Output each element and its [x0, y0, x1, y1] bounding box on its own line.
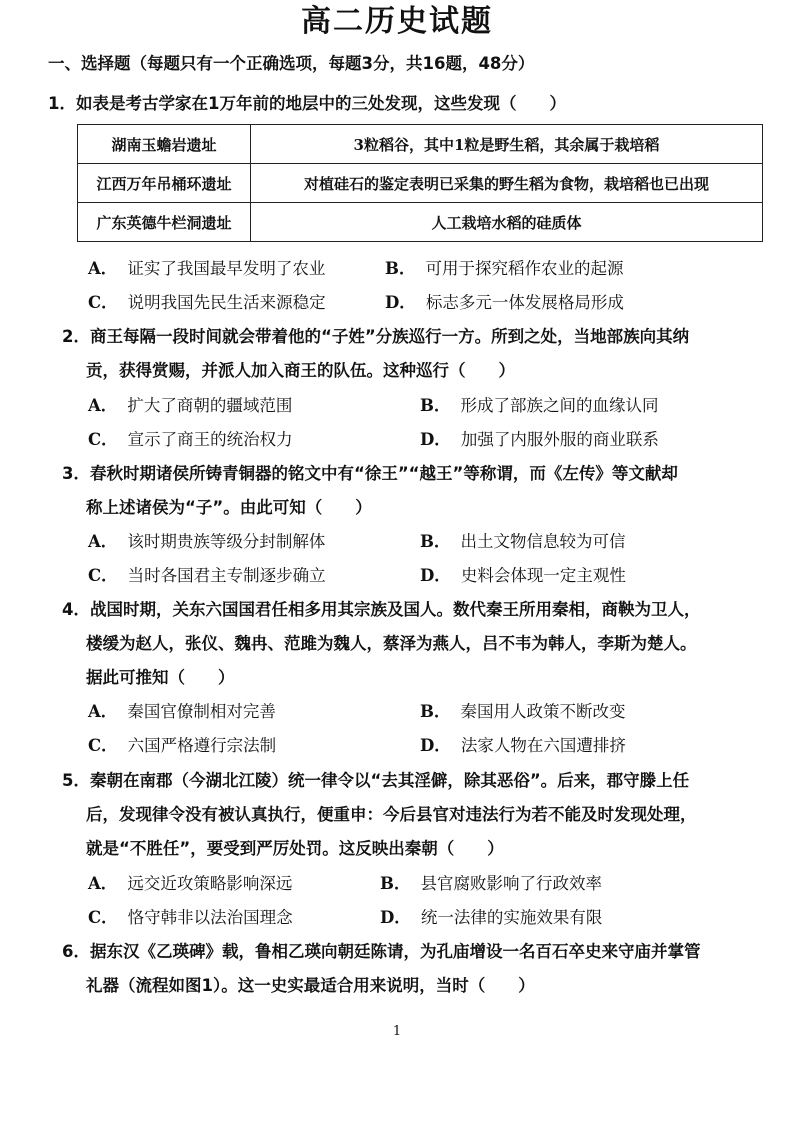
question-6-text: 据东汉《乙瑛碑》载，鲁相乙瑛向朝廷陈请，为孔庙增设一名百石卒史来守庙并掌管 — [89, 942, 701, 961]
option-text: 秦国官僚制相对完善 — [127, 702, 276, 721]
question-4-stem-line-1 — [62, 598, 700, 622]
table-cell-desc: 3粒稻谷，其中1粒是野生稻，其余属于栽培稻 — [251, 125, 763, 164]
option-text: 远交近攻策略影响深远 — [127, 874, 293, 893]
option-letter: B． — [420, 702, 451, 721]
question-3-option-d[interactable] — [420, 564, 626, 588]
page-title: 高二历史试题 — [301, 4, 493, 39]
question-1-option-c[interactable] — [88, 291, 326, 315]
table-cell-site: 广东英德牛栏洞遗址 — [78, 203, 251, 242]
option-text: 恪守韩非以法治国理念 — [127, 908, 293, 927]
option-text: 形成了部族之间的血缘认同 — [460, 396, 659, 415]
question-1-option-b[interactable] — [385, 257, 623, 281]
question-2-option-b[interactable] — [420, 394, 658, 418]
option-letter: A． — [88, 259, 118, 278]
question-4-option-b[interactable] — [420, 700, 625, 724]
option-text: 史料会体现一定主观性 — [460, 566, 626, 585]
option-letter: A． — [88, 874, 118, 893]
option-text: 证实了我国最早发明了农业 — [127, 259, 326, 278]
question-5-option-a[interactable] — [88, 872, 292, 896]
option-letter: B． — [380, 874, 411, 893]
option-text: 当时各国君主专制逐步确立 — [127, 566, 326, 585]
option-text: 法家人物在六国遭排挤 — [460, 736, 626, 755]
option-text: 加强了内服外服的商业联系 — [460, 430, 659, 449]
question-4-stem-line-2: 楼缓为赵人，张仪、魏冉、范雎为魏人，蔡泽为燕人，吕不韦为韩人，李斯为楚人。 — [86, 634, 697, 653]
option-text: 可用于探究稻作农业的起源 — [425, 259, 624, 278]
question-6-stem-line-2: 礼器（流程如图1）。这一史实最适合用来说明，当时（ ） — [86, 976, 535, 995]
question-2-option-c[interactable] — [88, 428, 293, 452]
option-letter: B． — [420, 396, 451, 415]
option-text: 秦国用人政策不断改变 — [460, 702, 626, 721]
option-text: 扩大了商朝的疆域范围 — [127, 396, 293, 415]
question-5-option-d[interactable] — [380, 906, 602, 930]
question-4-stem-line-3: 据此可推知（ ） — [86, 668, 235, 687]
table-row — [78, 125, 763, 164]
option-letter: B． — [420, 532, 451, 551]
question-4-option-d[interactable] — [420, 734, 626, 758]
page-number: 1 — [392, 1024, 402, 1039]
question-1-number: 1． — [48, 94, 76, 113]
question-5-stem-line-1 — [62, 769, 689, 793]
question-5-text: 秦朝在南郡（今湖北江陵）统一律令以“去其淫僻，除其恶俗”。后来，郡守滕上任 — [89, 771, 690, 790]
question-6-number: 6． — [62, 942, 90, 961]
question-1-option-a[interactable] — [88, 257, 325, 281]
question-3-option-a[interactable] — [88, 530, 325, 554]
option-text: 该时期贵族等级分封制解体 — [127, 532, 326, 551]
option-letter: D． — [380, 908, 411, 927]
option-text: 说明我国先民生活来源稳定 — [127, 293, 326, 312]
question-4-option-c[interactable] — [88, 734, 276, 758]
table-cell-site: 湖南玉蟾岩遗址 — [78, 125, 251, 164]
question-4-number: 4． — [62, 600, 90, 619]
option-letter: D． — [385, 293, 416, 312]
question-4-text: 战国时期，关东六国国君任相多用其宗族及国人。数代秦王所用秦相，商鞅为卫人， — [89, 600, 701, 619]
question-3-number: 3． — [62, 464, 90, 483]
option-letter: A． — [88, 532, 118, 551]
question-3-option-c[interactable] — [88, 564, 326, 588]
question-3-stem-line-1 — [62, 462, 678, 486]
option-letter: C． — [88, 566, 118, 585]
table-row — [78, 203, 763, 242]
question-2-stem-line-1 — [62, 325, 689, 349]
question-3-option-b[interactable] — [420, 530, 625, 554]
question-3-text: 春秋时期诸侯所铸青铜器的铭文中有“徐王”“越王”等称谓，而《左传》等文献却 — [89, 464, 678, 483]
option-letter: B． — [385, 259, 416, 278]
question-4-option-a[interactable] — [88, 700, 276, 724]
option-letter: A． — [88, 396, 118, 415]
option-letter: C． — [88, 736, 118, 755]
question-1-text: 如表是考古学家在1万年前的地层中的三处发现，这些发现（ ） — [75, 94, 566, 113]
question-5-number: 5． — [62, 771, 90, 790]
option-letter: D． — [420, 736, 451, 755]
option-letter: C． — [88, 430, 118, 449]
section-heading: 一、选择题（每题只有一个正确选项，每题3分，共16题，48分） — [48, 54, 535, 73]
option-text: 统一法律的实施效果有限 — [420, 908, 603, 927]
option-text: 出土文物信息较为可信 — [460, 532, 626, 551]
question-2-option-d[interactable] — [420, 428, 659, 452]
question-5-stem-line-2: 后，发现律令没有被认真执行，便重申：今后县官对违法行为若不能及时发现处理， — [86, 805, 697, 824]
question-2-stem-line-2: 贡，获得赏赐，并派人加入商王的队伍。这种巡行（ ） — [86, 361, 515, 380]
option-letter: C． — [88, 908, 118, 927]
question-6-stem-line-1 — [62, 940, 700, 964]
table-cell-desc: 人工栽培水稻的硅质体 — [251, 203, 763, 242]
table-cell-desc: 对植硅石的鉴定表明已采集的野生稻为食物，栽培稻也已出现 — [251, 164, 763, 203]
option-text: 县官腐败影响了行政效率 — [420, 874, 602, 893]
table-row — [78, 164, 763, 203]
question-1-option-d[interactable] — [385, 291, 624, 315]
question-1-stem — [48, 92, 566, 116]
question-5-stem-line-3: 就是“不胜任”，要受到严厉处罚。这反映出秦朝（ ） — [86, 839, 504, 858]
option-text: 宣示了商王的统治权力 — [127, 430, 293, 449]
option-text: 六国严格遵行宗法制 — [127, 736, 277, 755]
option-letter: D． — [420, 566, 451, 585]
option-text: 标志多元一体发展格局形成 — [425, 293, 624, 312]
question-5-option-c[interactable] — [88, 906, 293, 930]
question-2-option-a[interactable] — [88, 394, 292, 418]
option-letter: A． — [88, 702, 118, 721]
option-letter: C． — [88, 293, 118, 312]
question-2-text: 商王每隔一段时间就会带着他的“子姓”分族巡行一方。所到之处，当地部族向其纳 — [89, 327, 690, 346]
table-cell-site: 江西万年吊桶环遗址 — [78, 164, 251, 203]
question-1-table — [77, 124, 763, 242]
option-letter: D． — [420, 430, 451, 449]
question-2-number: 2． — [62, 327, 90, 346]
question-5-option-b[interactable] — [380, 872, 602, 896]
question-3-stem-line-2: 称上述诸侯为“子”。由此可知（ ） — [86, 498, 372, 517]
